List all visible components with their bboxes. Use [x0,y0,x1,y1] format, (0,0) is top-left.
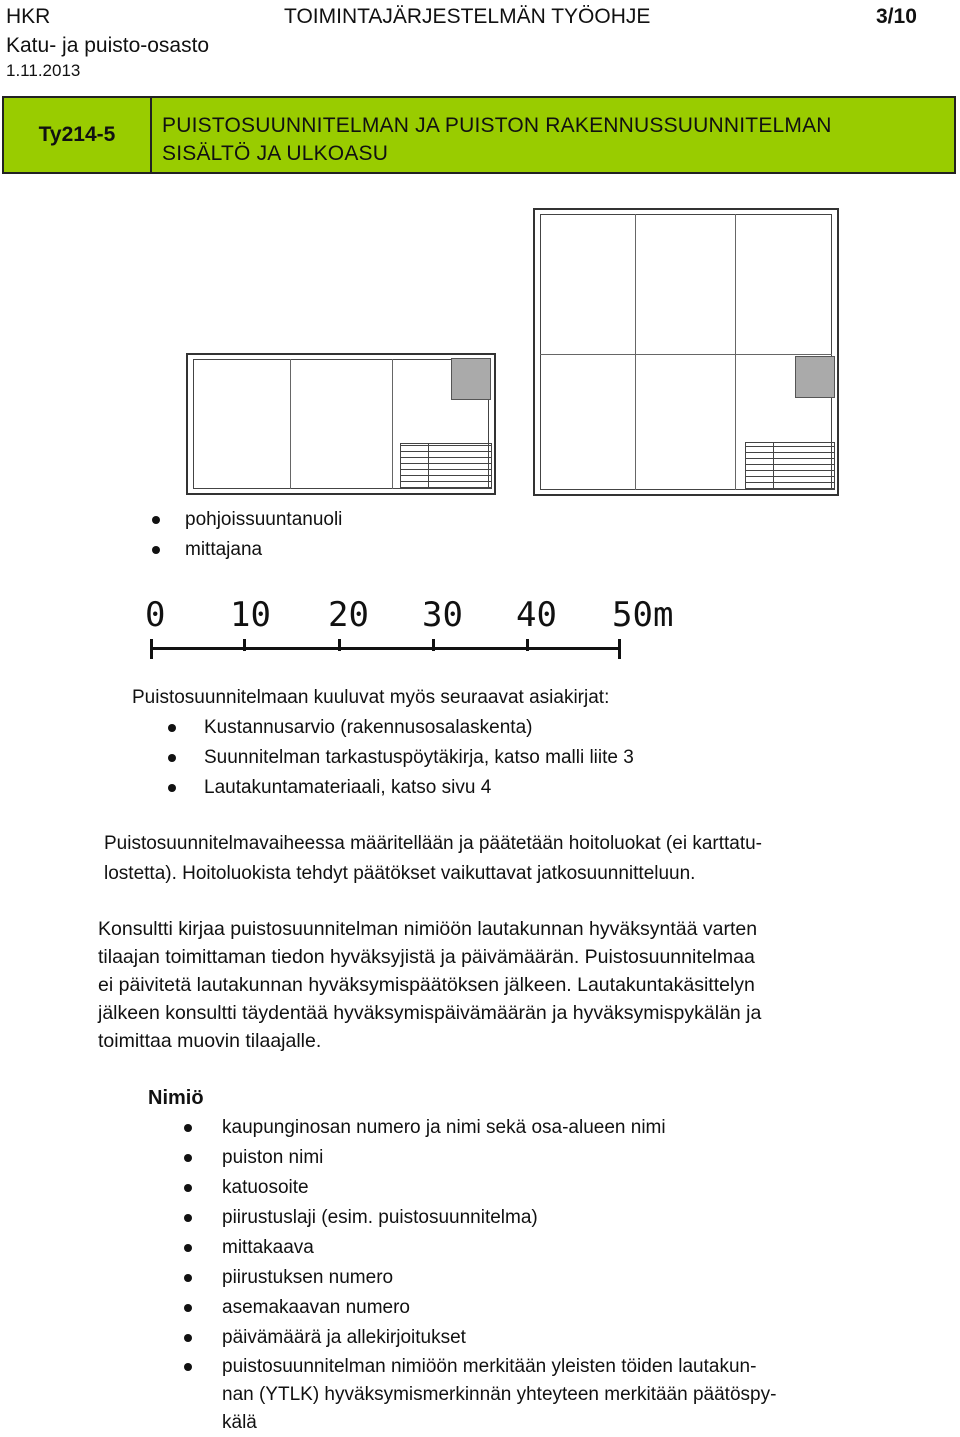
fold-line [290,359,291,489]
list-item: piirustuslaji (esim. puistosuunnitelma) [182,1203,942,1233]
list-item: puiston nimi [182,1143,942,1173]
list-item: mittajana [150,535,550,565]
title-block [400,443,492,489]
scale-tick [618,639,621,659]
scale-tick [526,639,529,651]
document-title [162,112,832,168]
list-item: katuosoite [182,1173,942,1203]
title-block [745,442,835,490]
approval-paragraph: Konsultti kirjaa puistosuunnitelman nimiöön lautakunnan hyväksyntää varten tilaajan toimittaman tiedon hyväksyjistä ja päivämäärän. Puistosuunnitelmaa ei päivitetä lautakunnan hyväksymispäätöksen jälkeen. Lautakuntakäsittelyn jälkeen konsultti täydentää hyväksymispäivämäärän ja hyväksymispykälän ja toimittaa muovin tilaajalle. [98,918,762,1052]
header-department: Katu- ja puisto-osasto [6,34,210,57]
nimio-heading: Nimiö [148,1087,204,1109]
scale-label: 30 [422,595,463,635]
scale-label: 40 [516,595,557,635]
drawing-elements-list [150,505,550,565]
title-bar [2,96,956,174]
scale-tick [338,639,341,651]
stamp-box [451,358,491,400]
header-doc-type: TOIMINTAJÄRJESTELMÄN TYÖOHJE [284,5,651,28]
nimio-list [182,1113,942,1437]
scale-label: 10 [230,595,271,635]
list-item: pohjoissuuntanuoli [150,505,550,535]
document-title-line1: PUISTOSUUNNITELMAN JA PUISTON RAKENNUSSUUNNITELMAN [162,114,832,137]
header-date: 1.11.2013 [6,61,81,80]
scale-tick [150,639,153,659]
list-item: asemakaavan numero [182,1293,942,1323]
scale-line [150,647,620,650]
fold-line [735,214,736,490]
document-code: Ty214-5 [4,98,152,172]
list-item: Kustannusarvio (rakennusosalaskenta) [168,713,868,743]
document-title-line2: SISÄLTÖ JA ULKOASU [162,142,389,165]
fold-line [392,359,393,489]
list-item: kaupunginosan numero ja nimi sekä osa-alueen nimi [182,1113,942,1143]
landscape-sheet-diagram [186,353,496,495]
list-item: puistosuunnitelman nimiöön merkitään yleisten töiden lautakun- nan (YTLK) hyväksymismerkinnän yhteyteen merkitään päätöspy- kälä [182,1353,942,1437]
scale-bar [140,595,680,660]
list-item: piirustuksen numero [182,1263,942,1293]
fold-line [540,354,832,355]
scale-label: 50m [612,595,674,635]
maintenance-class-paragraph: Puistosuunnitelmavaiheessa määritellään ja päätetään hoitoluokat (ei karttatu- lostetta). Hoitoluokista tehdyt päätökset vaikuttavat jatkosuunnitteluun. [104,833,763,884]
list-item: päivämäärä ja allekirjoitukset [182,1323,942,1353]
fold-line [635,214,636,490]
title-block-divider [428,443,429,487]
header-org: HKR [6,5,51,28]
portrait-sheet-diagram [533,208,839,496]
list-item: mittakaava [182,1233,942,1263]
documents-intro: Puistosuunnitelmaan kuuluvat myös seuraavat asiakirjat: [132,687,610,708]
scale-tick [432,639,435,651]
list-item: Suunnitelman tarkastuspöytäkirja, katso malli liite 3 [168,743,868,773]
scale-label: 20 [328,595,369,635]
scale-tick [243,639,246,651]
header-page-number: 3/10 [876,5,917,28]
stamp-box [795,356,835,398]
list-item: Lautakuntamateriaali, katso sivu 4 [168,773,868,803]
title-block-divider [773,442,774,488]
documents-list [168,713,868,803]
scale-label: 0 [145,595,166,635]
